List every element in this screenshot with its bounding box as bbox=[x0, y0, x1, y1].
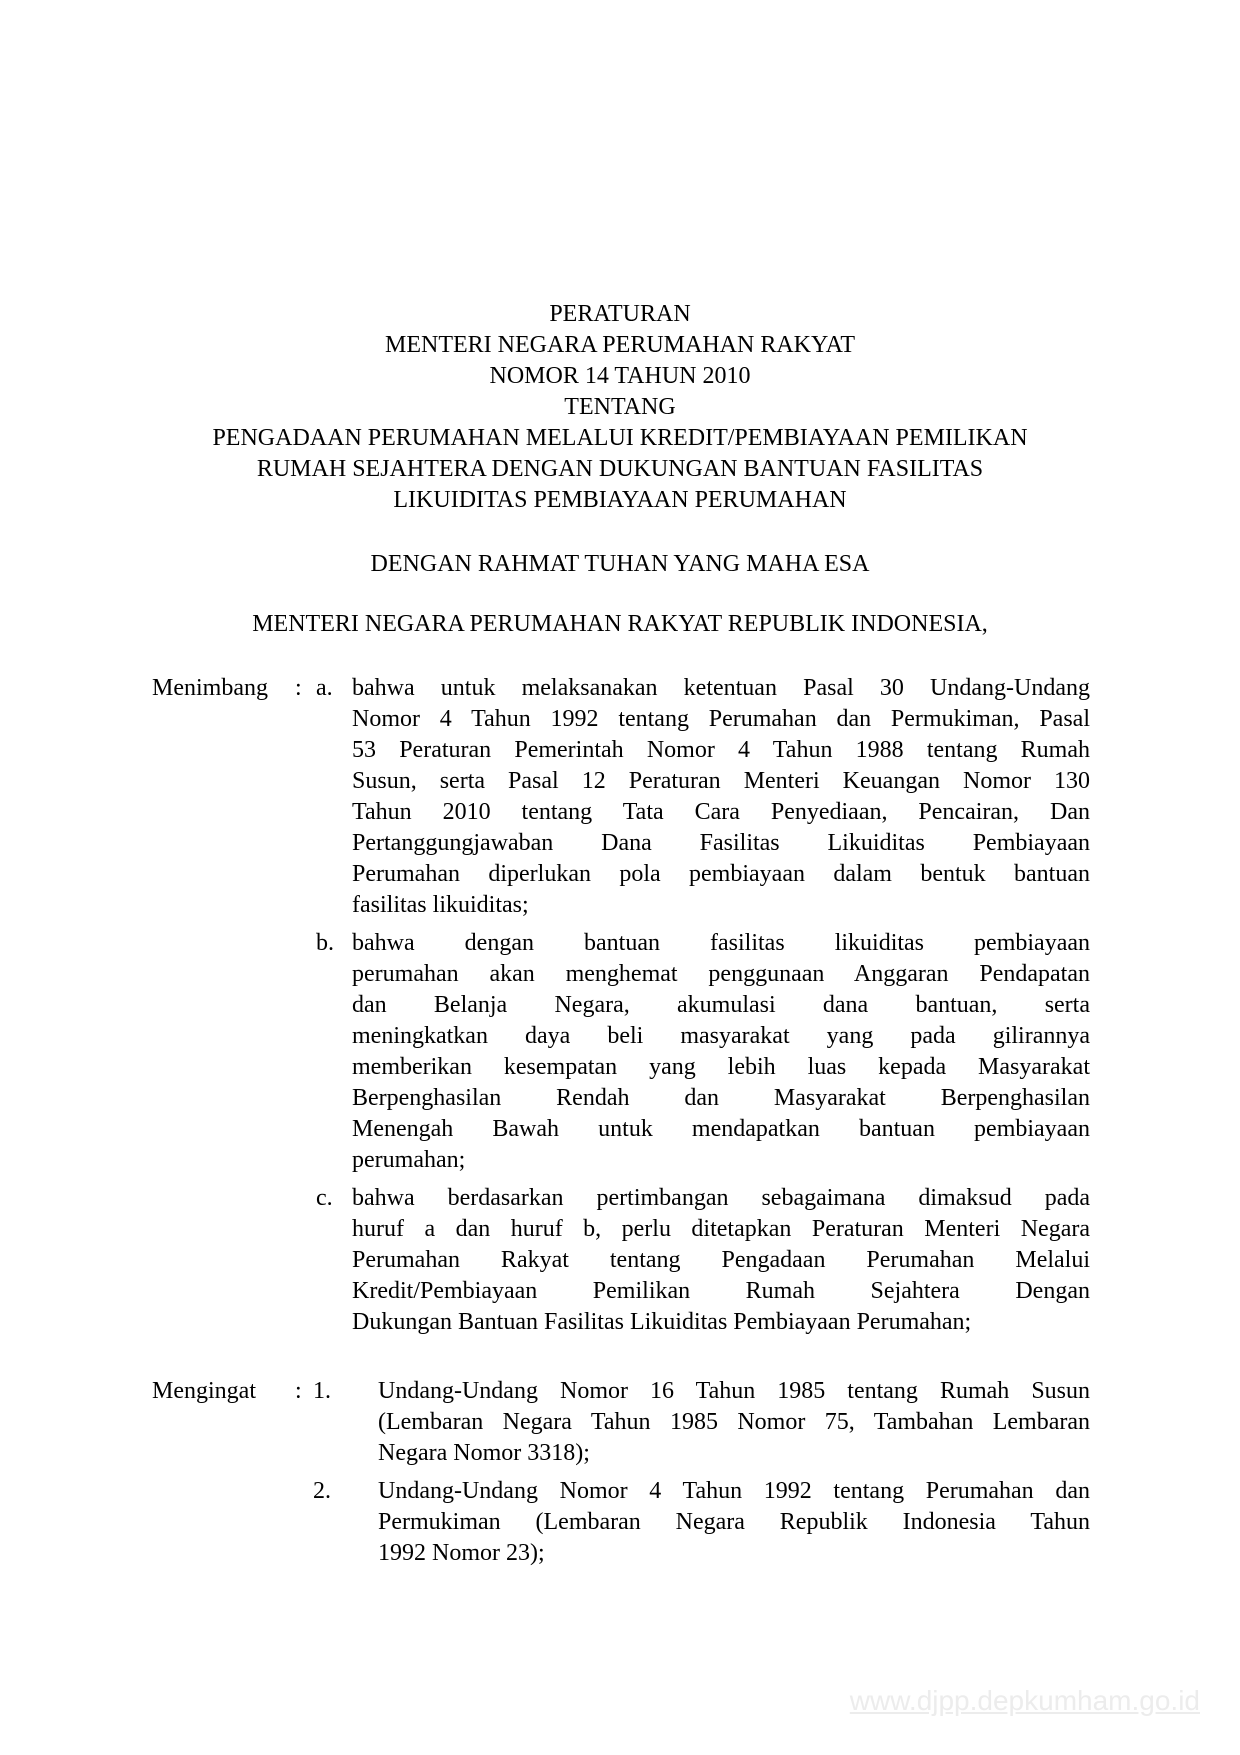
text-line: Susun, serta Pasal 12 Peraturan Menteri Keuangan Nomor 130 bbox=[352, 768, 1090, 794]
menimbang-items bbox=[316, 673, 1090, 1338]
item-text bbox=[378, 1376, 1090, 1469]
list-item bbox=[316, 673, 1090, 921]
item-marker: b. bbox=[316, 930, 334, 956]
text-line: bahwa berdasarkan pertimbangan sebagaimana dimaksud pada bbox=[352, 1185, 1090, 1211]
text-line: Kredit/Pembiayaan Pemilikan Rumah Sejahtera Dengan bbox=[352, 1278, 1090, 1304]
text-line: perumahan akan menghemat penggunaan Anggaran Pendapatan bbox=[352, 961, 1090, 987]
mengingat-label: Mengingat bbox=[152, 1378, 256, 1404]
text-line: NOMOR 14 TAHUN 2010 bbox=[489, 363, 751, 389]
item-text bbox=[378, 1476, 1090, 1569]
text-line: perumahan; bbox=[352, 1147, 466, 1173]
item-marker: 1. bbox=[313, 1378, 331, 1404]
list-item bbox=[316, 928, 1090, 1176]
item-text bbox=[352, 928, 1090, 1176]
text-line: meningkatkan daya beli masyarakat yang pada gilirannya bbox=[352, 1023, 1090, 1049]
site-watermark: www.djpp.depkumham.go.id bbox=[849, 1685, 1200, 1716]
text-line: Negara Nomor 3318); bbox=[378, 1440, 590, 1466]
mengingat-items bbox=[313, 1376, 1090, 1569]
text-line: fasilitas likuiditas; bbox=[352, 892, 529, 918]
mengingat-colon: : bbox=[295, 1378, 302, 1404]
item-text bbox=[352, 1183, 1090, 1338]
text-line: Pertanggungjawaban Dana Fasilitas Likuiditas Pembiayaan bbox=[352, 830, 1090, 856]
list-item bbox=[313, 1476, 1090, 1569]
text-line: LIKUIDITAS PEMBIAYAAN PERUMAHAN bbox=[393, 487, 847, 513]
text-line: dan Belanja Negara, akumulasi dana bantuan, serta bbox=[352, 992, 1090, 1018]
text-line: (Lembaran Negara Tahun 1985 Nomor 75, Tambahan Lembaran bbox=[378, 1409, 1090, 1435]
text-line: bahwa untuk melaksanakan ketentuan Pasal 30 Undang-Undang bbox=[352, 675, 1090, 701]
text-line: bahwa dengan bantuan fasilitas likuiditas pembiayaan bbox=[352, 930, 1090, 956]
text-line: Nomor 4 Tahun 1992 tentang Perumahan dan Permukiman, Pasal bbox=[352, 706, 1090, 732]
motto-line: DENGAN RAHMAT TUHAN YANG MAHA ESA bbox=[370, 551, 870, 577]
text-line: MENTERI NEGARA PERUMAHAN RAKYAT bbox=[384, 332, 855, 358]
text-line: Undang-Undang Nomor 4 Tahun 1992 tentang Perumahan dan bbox=[378, 1478, 1090, 1504]
list-item bbox=[313, 1376, 1090, 1469]
text-line: PERATURAN bbox=[549, 301, 691, 327]
menimbang-colon: : bbox=[295, 675, 302, 701]
text-line: Permukiman (Lembaran Negara Republik Indonesia Tahun bbox=[378, 1509, 1090, 1535]
text-line: 53 Peraturan Pemerintah Nomor 4 Tahun 1988 tentang Rumah bbox=[352, 737, 1090, 763]
text-line: 1992 Nomor 23); bbox=[378, 1540, 545, 1566]
text-line: huruf a dan huruf b, perlu ditetapkan Peraturan Menteri Negara bbox=[352, 1216, 1090, 1242]
authority-line: MENTERI NEGARA PERUMAHAN RAKYAT REPUBLIK INDONESIA, bbox=[252, 611, 988, 637]
item-marker: a. bbox=[316, 675, 333, 701]
text-line: PENGADAAN PERUMAHAN MELALUI KREDIT/PEMBIAYAAN PEMILIKAN bbox=[212, 425, 1028, 451]
item-marker: c. bbox=[316, 1185, 333, 1211]
text-line: Berpenghasilan Rendah dan Masyarakat Berpenghasilan bbox=[352, 1085, 1090, 1111]
menimbang-section bbox=[152, 673, 1090, 1338]
text-line: Dukungan Bantuan Fasilitas Likuiditas Pembiayaan Perumahan; bbox=[352, 1309, 972, 1335]
text-line: Undang-Undang Nomor 16 Tahun 1985 tentang Rumah Susun bbox=[378, 1378, 1090, 1404]
text-line: Perumahan diperlukan pola pembiayaan dalam bentuk bantuan bbox=[352, 861, 1090, 887]
item-marker: 2. bbox=[313, 1478, 331, 1504]
text-line: Tahun 2010 tentang Tata Cara Penyediaan, Pencairan, Dan bbox=[352, 799, 1090, 825]
regulation-title bbox=[151, 299, 1089, 516]
list-item bbox=[316, 1183, 1090, 1338]
menimbang-label: Menimbang bbox=[152, 675, 268, 701]
item-text bbox=[352, 673, 1090, 921]
text-line: TENTANG bbox=[564, 394, 676, 420]
text-line: memberikan kesempatan yang lebih luas kepada Masyarakat bbox=[352, 1054, 1090, 1080]
text-line: Perumahan Rakyat tentang Pengadaan Perumahan Melalui bbox=[352, 1247, 1090, 1273]
text-line: Menengah Bawah untuk mendapatkan bantuan pembiayaan bbox=[352, 1116, 1090, 1142]
mengingat-section bbox=[152, 1376, 1090, 1569]
text-line: RUMAH SEJAHTERA DENGAN DUKUNGAN BANTUAN FASILITAS bbox=[256, 456, 984, 482]
